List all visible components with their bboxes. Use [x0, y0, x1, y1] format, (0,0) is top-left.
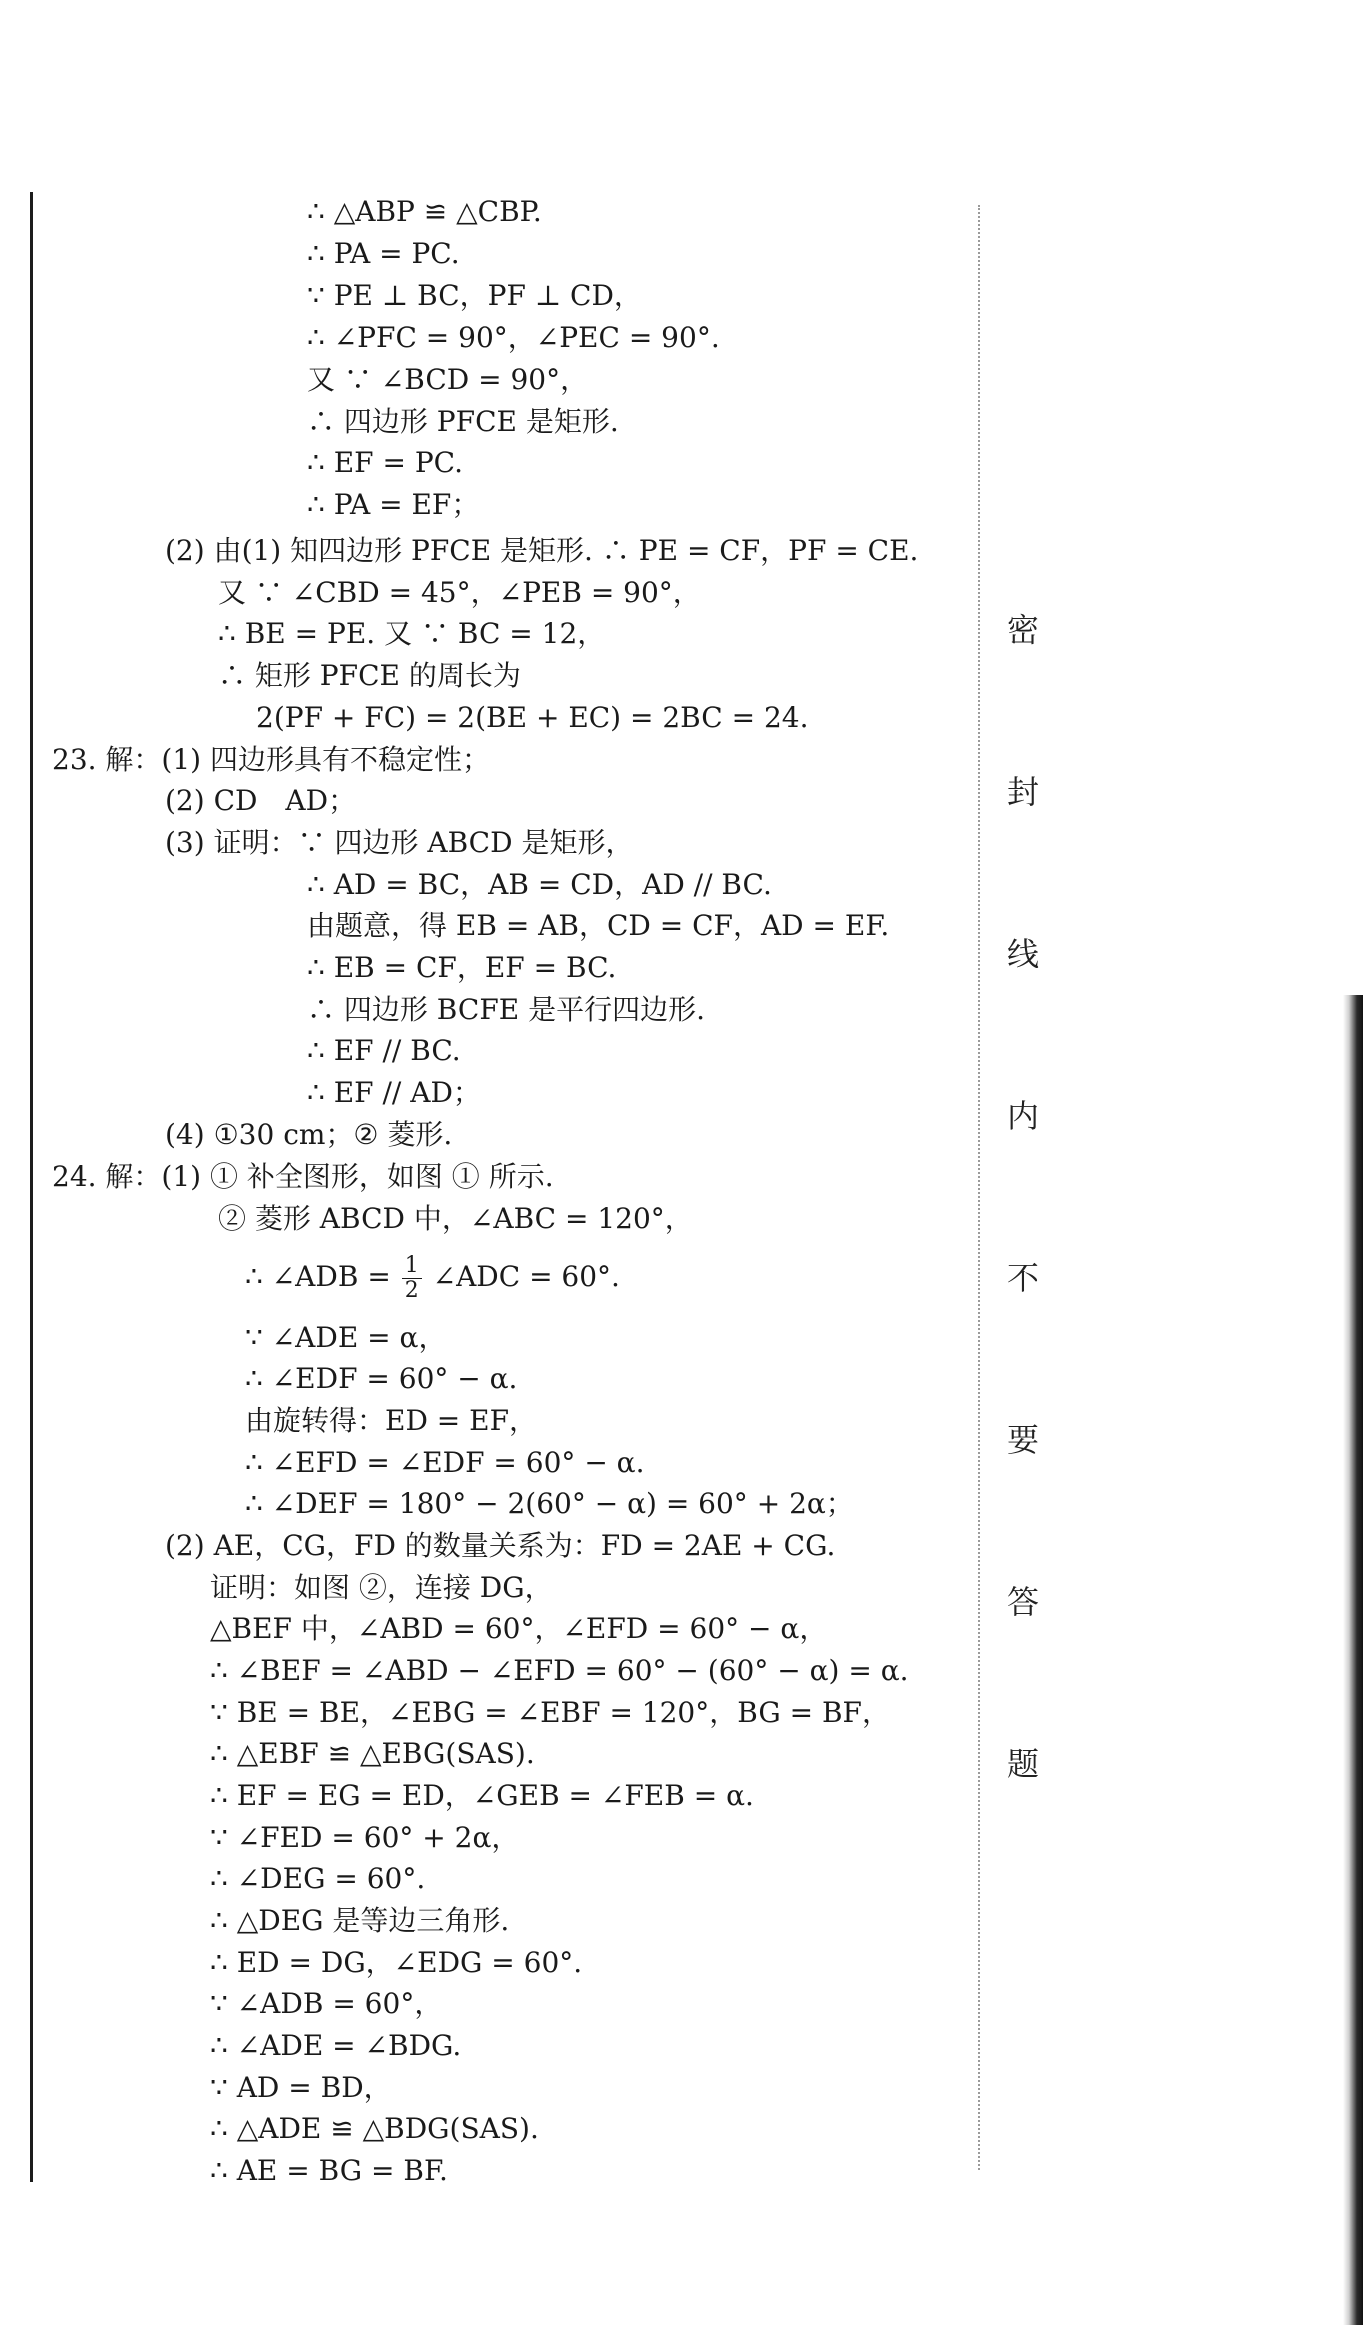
solution-line: 由旋转得：ED = EF， — [245, 1404, 538, 1437]
seal-char-2: 封 — [1006, 773, 1039, 811]
solution-line: ∴ △DEG 是等边三角形. — [210, 1904, 510, 1937]
solution-line: 证明：如图 ②，连接 DG， — [210, 1571, 553, 1604]
solution-line: ∴ ∠DEF = 180° − 2(60° − α) = 60° + 2α； — [245, 1487, 854, 1520]
seal-char-4: 内 — [1006, 1097, 1039, 1135]
solution-line: ∴ AE = BG = BF. — [210, 2154, 448, 2187]
solution-line: 又 ∵ ∠BCD = 90°， — [307, 363, 589, 396]
solution-line: ∴ EF // AD； — [307, 1076, 481, 1109]
solution-line: (4) ①30 cm；② 菱形. — [165, 1118, 453, 1151]
solution-line: ∴ ∠DEG = 60°. — [210, 1862, 426, 1895]
solution-line: ∴ 矩形 PFCE 的周长为 — [218, 659, 521, 692]
scan-shadow — [1343, 995, 1363, 2325]
seal-char-6: 要 — [1006, 1421, 1039, 1459]
fraction-tail: ∠ADC = 60°. — [432, 1260, 620, 1293]
solution-line: △BEF 中，∠ABD = 60°，∠EFD = 60° − α， — [210, 1612, 828, 1645]
solution-line: ∵ AD = BD， — [210, 2071, 392, 2104]
solution-line: ∵ ∠ADE = α， — [245, 1321, 447, 1354]
solution-line: ∵ ∠ADB = 60°， — [210, 1987, 443, 2020]
question-heading-24: 24. 解：(1) ① 补全图形，如图 ① 所示. — [52, 1160, 554, 1193]
solution-line: (2) CD AD； — [165, 784, 357, 817]
solution-line: ∴ ED = DG，∠EDG = 60°. — [210, 1946, 583, 1979]
solution-line: 2(PF + FC) = 2(BE + EC) = 2BC = 24. — [256, 701, 809, 734]
solution-line: ∴ △ABP ≌ △CBP. — [307, 195, 542, 228]
solution-line: ② 菱形 ABCD 中，∠ABC = 120°， — [218, 1202, 693, 1235]
solution-line: ∴ PA = EF； — [307, 488, 480, 521]
solution-line: ∴ EF = EG = ED，∠GEB = ∠FEB = α. — [210, 1779, 754, 1812]
solution-line: ∴ ∠BEF = ∠ABD − ∠EFD = 60° − (60° − α) = α. — [210, 1654, 909, 1687]
solution-line: ∴ EF = PC. — [307, 446, 464, 479]
binding-rule — [30, 192, 33, 2182]
solution-line: ∴ 四边形 BCFE 是平行四边形. — [307, 993, 705, 1026]
solution-line: ∴ △ADE ≌ △BDG(SAS). — [210, 2112, 539, 2145]
solution-line: ∵ ∠FED = 60° + 2α， — [210, 1821, 520, 1854]
solution-line: ∴ PA = PC. — [307, 237, 460, 270]
solution-line: ∴ EB = CF，EF = BC. — [307, 951, 617, 984]
seal-dotted-line — [978, 205, 980, 2170]
fraction-numerator: 1 — [402, 1254, 422, 1279]
solution-line: ∴ ∠ADE = ∠BDG. — [210, 2029, 462, 2062]
fraction-lead: ∴ ∠ADB = — [245, 1260, 391, 1293]
solution-line: ∴ BE = PE. 又 ∵ BC = 12， — [218, 617, 606, 650]
seal-char-8: 题 — [1006, 1745, 1039, 1783]
seal-char-7: 答 — [1006, 1583, 1039, 1621]
solution-line: (3) 证明：∵ 四边形 ABCD 是矩形， — [165, 826, 634, 859]
question-heading-23: 23. 解：(1) 四边形具有不稳定性； — [52, 743, 490, 776]
seal-char-3: 线 — [1006, 935, 1039, 973]
solution-line: ∴ △EBF ≌ △EBG(SAS). — [210, 1737, 535, 1770]
solution-line-fraction — [245, 1254, 620, 1303]
solution-line: ∵ BE = BE，∠EBG = ∠EBF = 120°，BG = BF， — [210, 1696, 890, 1729]
solution-line: ∵ PE ⊥ BC，PF ⊥ CD， — [307, 279, 642, 312]
seal-char-5: 不 — [1006, 1259, 1039, 1297]
solution-line: ∴ ∠EFD = ∠EDF = 60° − α. — [245, 1446, 645, 1479]
solution-line: 又 ∵ ∠CBD = 45°，∠PEB = 90°， — [218, 576, 701, 609]
fraction-denominator: 2 — [404, 1278, 419, 1303]
solution-line: ∴ EF // BC. — [307, 1034, 461, 1067]
solution-line: ∴ 四边形 PFCE 是矩形. — [307, 405, 619, 438]
solution-line: ∴ ∠PFC = 90°，∠PEC = 90°. — [307, 321, 720, 354]
fraction-one-half — [402, 1254, 422, 1303]
seal-char-1: 密 — [1006, 611, 1039, 649]
solution-line: ∴ AD = BC，AB = CD，AD // BC. — [307, 868, 772, 901]
solution-line: ∴ ∠EDF = 60° − α. — [245, 1362, 518, 1395]
solution-line: (2) AE，CG，FD 的数量关系为：FD = 2AE + CG. — [165, 1529, 836, 1562]
solution-line: 由题意，得 EB = AB，CD = CF，AD = EF. — [307, 909, 890, 942]
solution-line: (2) 由(1) 知四边形 PFCE 是矩形. ∴ PE = CF，PF = CE. — [165, 534, 919, 567]
